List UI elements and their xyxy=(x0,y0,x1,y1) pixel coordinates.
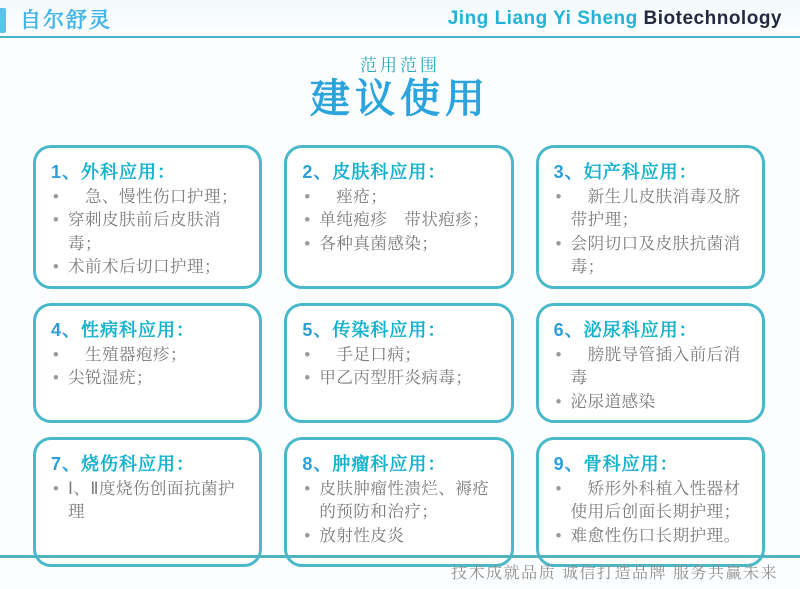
list-item: • 穿刺皮肤前后皮肤消毒； xyxy=(50,209,249,256)
card-item-list xyxy=(297,344,500,391)
card-number: 8、 xyxy=(302,453,333,474)
card-title: 肿瘤科应用： xyxy=(332,453,447,474)
card-item-list xyxy=(46,478,249,525)
card-title: 外科应用： xyxy=(81,162,177,182)
card-heading xyxy=(554,316,752,342)
list-item: • 各种真菌感染； xyxy=(301,233,500,256)
card-item-list xyxy=(46,186,249,280)
slide-subtitle: 范用范围 xyxy=(360,56,440,75)
card-item-list xyxy=(297,186,500,256)
card-number: 1、 xyxy=(51,162,82,182)
card-orthopedics xyxy=(536,437,765,567)
card-number: 6、 xyxy=(553,319,584,340)
footer-slogan: 技术成就品质 诚信打造品牌 服务共赢未来 xyxy=(451,565,778,582)
company-logo: 自尔舒灵 xyxy=(20,9,112,32)
logo-accent-bar xyxy=(0,8,6,33)
card-number: 7、 xyxy=(51,453,82,474)
card-number: 5、 xyxy=(302,319,333,340)
card-number: 9、 xyxy=(553,453,584,474)
list-item: • 手足口病； xyxy=(301,344,500,367)
list-item: • 泌尿道感染 xyxy=(553,391,752,414)
card-title: 烧伤科应用： xyxy=(81,453,196,474)
card-heading xyxy=(302,450,500,476)
list-item: • 会阴切口及皮肤抗菌消毒； xyxy=(553,233,752,280)
list-item: • 生殖器疱疹； xyxy=(50,344,249,367)
list-item: • 难愈性伤口长期护理。 xyxy=(553,525,752,548)
card-surgery xyxy=(33,145,262,289)
card-item-list xyxy=(549,478,752,548)
page-title: 建议使用 xyxy=(310,77,490,121)
list-item: • 急、慢性伤口护理； xyxy=(50,186,249,209)
card-heading xyxy=(51,158,249,184)
brand-name-biotechnology: Biotechnology xyxy=(643,8,782,29)
card-infectious-disease xyxy=(284,303,513,423)
card-obstetrics xyxy=(536,145,765,289)
list-item: • 新生儿皮肤消毒及脐带护理； xyxy=(553,186,752,233)
list-item: • 尖锐湿疣； xyxy=(50,367,249,390)
card-burns xyxy=(33,437,262,567)
list-item: • 皮肤肿瘤性溃烂、褥疮的预防和治疗； xyxy=(301,478,500,525)
card-title: 皮肤科应用： xyxy=(332,162,447,182)
brand-name-pinyin: Jing Liang Yi Sheng xyxy=(447,8,644,29)
card-heading xyxy=(302,316,500,342)
card-heading xyxy=(302,158,500,184)
card-heading xyxy=(51,450,249,476)
card-title: 妇产科应用： xyxy=(583,162,698,182)
card-title: 骨科应用： xyxy=(583,453,679,474)
list-item: • 放射性皮炎 xyxy=(301,525,500,548)
card-heading xyxy=(554,158,752,184)
card-item-list xyxy=(46,344,249,391)
card-title: 性病科应用： xyxy=(81,319,196,340)
card-venereology xyxy=(33,303,262,423)
card-number: 2、 xyxy=(302,162,333,182)
list-item: • 膀胱导管插入前后消毒 xyxy=(553,344,752,391)
card-title: 传染科应用： xyxy=(332,319,447,340)
card-urology xyxy=(536,303,765,423)
footer-divider xyxy=(0,555,800,558)
card-heading xyxy=(51,316,249,342)
card-item-list xyxy=(549,344,752,414)
card-title: 泌尿科应用： xyxy=(583,319,698,340)
list-item: • 术前术后切口护理； xyxy=(50,256,249,279)
card-oncology xyxy=(284,437,513,567)
card-number: 3、 xyxy=(553,162,584,182)
card-heading xyxy=(554,450,752,476)
application-grid xyxy=(0,145,800,567)
title-area xyxy=(0,51,800,121)
list-item: • Ⅰ、Ⅱ度烧伤创面抗菌护理 xyxy=(50,478,249,525)
card-item-list xyxy=(549,186,752,280)
list-item: • 矫形外科植入性器材使用后创面长期护理； xyxy=(553,478,752,525)
card-item-list xyxy=(297,478,500,548)
list-item: • 痤疮； xyxy=(301,186,500,209)
header xyxy=(0,0,800,38)
card-number: 4、 xyxy=(51,319,82,340)
list-item: • 单纯疱疹 带状疱疹； xyxy=(301,209,500,232)
list-item: • 甲乙丙型肝炎病毒； xyxy=(301,367,500,390)
card-dermatology xyxy=(284,145,513,289)
brand-name xyxy=(448,8,782,30)
